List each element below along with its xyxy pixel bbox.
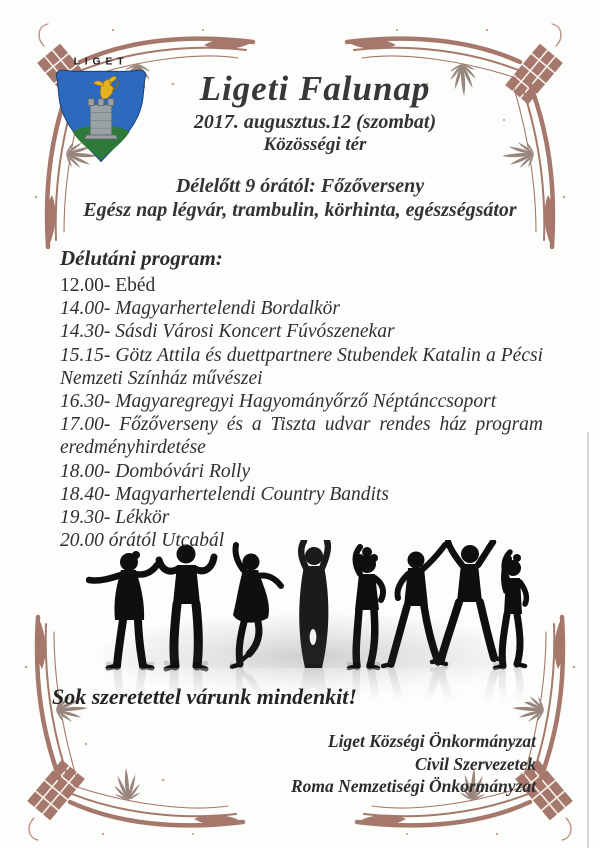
program-item: 17.00- Főzőverseny és a Tiszta udvar rendes ház program eredményhirdetése [60,414,543,459]
credit-line: Roma Nemzetiségi Önkormányzat [290,776,536,796]
program-item: 15.15- Götz Attila és duettpartnere Stubendek Katalin a Pécsi Nemzeti Színház művészei [60,344,543,389]
program-item: 18.40- Magyarhertelendi Country Bandits [60,483,389,505]
dancing-silhouettes-image [86,540,530,702]
program-item: 14.00- Magyarhertelendi Bordalkör [60,298,340,320]
program-section [60,246,543,552]
program-item: 20.00 órától Utcabál [60,530,225,552]
crest-label: LIGET [73,56,129,68]
event-date: 2017. augusztus.12 (szombat) [193,111,437,133]
closing-message: Sok szeretettel várunk mindenkit! [52,684,357,709]
intro-line-2: Egész nap légvár, trambulin, körhinta, egészségsátor [83,198,517,221]
program-item: 18.00- Dombóvári Rolly [60,460,251,482]
credit-line: Liget Községi Önkormányzat [327,731,536,751]
page-title: Ligeti Falunap [199,69,431,108]
scan-artifact-line [587,432,589,848]
credit-line: Civil Szervezetek [414,753,536,774]
intro-block [0,175,600,222]
program-item: 16.30- Magyaregregyi Hagyományőrző Néptánccsoport [60,391,497,413]
intro-line-1: Délelőtt 9 órától: Főzőverseny [175,175,425,197]
event-venue: Közösségi tér [263,134,367,155]
header [70,70,560,156]
program-item: 19.30- Lékkör [60,507,170,529]
credits-block [291,730,536,798]
program-item: 12.00- Ebéd [60,275,156,296]
program-heading: Délutáni program: [60,246,223,270]
program-item: 14.30- Sásdi Városi Koncert Fúvószenekar [60,321,395,343]
